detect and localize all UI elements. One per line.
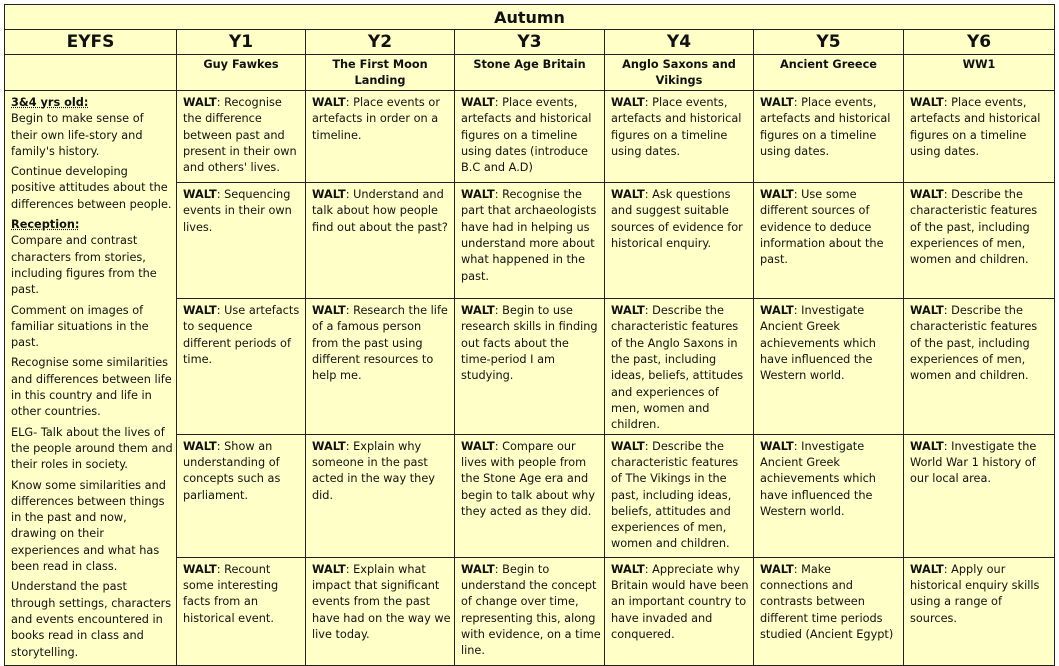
walt-cell xyxy=(904,434,1055,557)
walt-cell xyxy=(177,557,306,665)
title-row xyxy=(5,5,1055,30)
season-title: Autumn xyxy=(5,5,1055,30)
eyfs-objective: Begin to make sense of their own life-story and family's history. xyxy=(11,112,144,158)
walt-label: WALT xyxy=(910,96,944,109)
eyfs-objective: Comment on images of familiar situations in the past. xyxy=(11,303,149,350)
walt-text: : Place events, artefacts and historical figures on a timeline using dates. xyxy=(760,96,891,158)
walt-label: WALT xyxy=(760,188,794,202)
walt-label: WALT xyxy=(312,304,346,318)
walt-label: WALT xyxy=(760,304,794,318)
topic-y1: Guy Fawkes xyxy=(177,55,306,91)
walt-text: : Use some different sources of evidence to deduce information about the past. xyxy=(760,188,884,267)
walt-text: : Describe the characteristic features of The Vikings in the past, including ideas, beliefs, attitudes and experiences of men, women and children. xyxy=(611,439,739,551)
walt-cell xyxy=(306,557,455,665)
walt-text: : Understand and talk about how people find out about the past? xyxy=(312,188,448,234)
walt-cell xyxy=(904,299,1055,434)
walt-cell xyxy=(754,557,904,665)
topic-y6: WW1 xyxy=(904,55,1055,91)
topic-y3: Stone Age Britain xyxy=(455,55,605,91)
year-header-y1: Y1 xyxy=(177,30,306,55)
walt-cell xyxy=(754,434,904,557)
walt-label: WALT xyxy=(312,188,346,202)
walt-label: WALT xyxy=(611,96,645,109)
walt-cell xyxy=(455,557,605,665)
year-header-y4: Y4 xyxy=(605,30,754,55)
eyfs-heading-3-4: 3&4 yrs old: xyxy=(11,96,89,109)
walt-label: WALT xyxy=(183,562,217,576)
walt-text: : Begin to use research skills in finding out facts about the time-period I am studying. xyxy=(461,304,598,383)
walt-label: WALT xyxy=(910,562,944,576)
walt-label: WALT xyxy=(910,439,944,453)
walt-cell xyxy=(455,434,605,557)
topic-eyfs xyxy=(5,55,177,91)
walt-text: : Make connections and contrasts between different time periods studied (Ancient Egypt) xyxy=(760,562,894,641)
walt-cell xyxy=(904,183,1055,299)
walt-cell xyxy=(605,434,754,557)
walt-text: : Recognise the part that archaeologists have had in helping us understand more about what happened in the past. xyxy=(461,188,597,283)
walt-label: WALT xyxy=(611,304,645,318)
walt-label: WALT xyxy=(183,439,217,453)
walt-label: WALT xyxy=(760,562,794,576)
walt-cell xyxy=(177,183,306,299)
walt-text: : Describe the characteristic features of the past, including experiences of men, women and children. xyxy=(910,188,1038,267)
walt-text: : Describe the characteristic features of the past, including experiences of men, women and children. xyxy=(910,304,1038,383)
walt-cell xyxy=(605,557,754,665)
walt-row xyxy=(5,91,1055,183)
walt-cell xyxy=(605,91,754,183)
walt-cell xyxy=(455,299,605,434)
walt-cell xyxy=(754,299,904,434)
walt-text: : Investigate Ancient Greek achievements which have influenced the Western world. xyxy=(760,439,876,518)
walt-text: : Recount some interesting facts from an historical event. xyxy=(183,562,279,625)
walt-text: : Research the life of a famous person from the past using different resources to help me. xyxy=(312,304,448,383)
walt-label: WALT xyxy=(910,304,944,318)
year-header-y3: Y3 xyxy=(455,30,605,55)
walt-text: : Place events or artefacts in order on a timeline. xyxy=(312,96,440,142)
year-header-y2: Y2 xyxy=(306,30,455,55)
eyfs-objective: Understand the past through settings, characters and events encountered in books read in class and storytelling. xyxy=(11,580,172,659)
walt-label: WALT xyxy=(461,96,495,109)
walt-label: WALT xyxy=(910,188,944,202)
walt-cell xyxy=(904,557,1055,665)
year-header-row xyxy=(5,30,1055,55)
walt-cell xyxy=(605,299,754,434)
eyfs-objective: Compare and contrast characters from stories, including figures from the past. xyxy=(11,234,157,297)
walt-label: WALT xyxy=(312,439,346,453)
walt-cell xyxy=(455,183,605,299)
walt-label: WALT xyxy=(611,188,645,202)
eyfs-objective: ELG- Talk about the lives of the people around them and their roles in society. xyxy=(11,425,173,472)
walt-cell xyxy=(306,183,455,299)
walt-cell xyxy=(754,183,904,299)
eyfs-objective: Know some similarities and differences between things in the past and now, drawing on their experiences and what has been read in class. xyxy=(11,478,166,574)
walt-label: WALT xyxy=(461,439,495,453)
year-header-y6: Y6 xyxy=(904,30,1055,55)
walt-text: : Sequencing events in their own lives. xyxy=(183,188,292,234)
walt-cell xyxy=(306,91,455,183)
walt-text: : Place events, artefacts and historical figures on a timeline using dates. xyxy=(611,96,742,158)
walt-cell xyxy=(177,299,306,434)
walt-label: WALT xyxy=(611,439,645,453)
walt-text: : Investigate the World War 1 history of our local area. xyxy=(910,439,1037,486)
year-header-y5: Y5 xyxy=(754,30,904,55)
walt-label: WALT xyxy=(611,562,645,576)
walt-text: : Describe the characteristic features of the Anglo Saxons in the past, including ideas, beliefs, attitudes and experiences of men, women and children. xyxy=(611,304,744,432)
walt-cell xyxy=(177,434,306,557)
walt-text: : Explain what impact that significant events from the past have had on the way we live today. xyxy=(312,562,451,641)
walt-text: : Place events, artefacts and historical figures on a timeline using dates (introduce B.C and A.D) xyxy=(461,96,592,175)
walt-text: : Show an understanding of concepts such as parliament. xyxy=(183,439,281,502)
topic-y5: Ancient Greece xyxy=(754,55,904,91)
eyfs-objective: Recognise some similarities and differences between life in this country and life in other countries. xyxy=(11,356,172,419)
walt-label: WALT xyxy=(183,304,217,318)
walt-cell xyxy=(177,91,306,183)
walt-label: WALT xyxy=(461,188,495,202)
walt-text: : Explain why someone in the past acted in the way they did. xyxy=(312,439,435,502)
walt-text: : Investigate Ancient Greek achievements which have influenced the Western world. xyxy=(760,304,876,383)
walt-label: WALT xyxy=(312,562,346,576)
walt-cell xyxy=(904,91,1055,183)
walt-text: : Place events, artefacts and historical figures on a timeline using dates. xyxy=(910,96,1041,158)
walt-text: : Ask questions and suggest suitable sources of evidence for historical enquiry. xyxy=(611,188,743,250)
walt-label: WALT xyxy=(461,304,495,318)
walt-cell xyxy=(455,91,605,183)
walt-label: WALT xyxy=(183,96,217,109)
walt-label: WALT xyxy=(312,96,346,109)
walt-text: : Apply our historical enquiry skills using a range of sources. xyxy=(910,562,1040,625)
topic-row xyxy=(5,55,1055,91)
topic-y4: Anglo Saxons and Vikings xyxy=(605,55,754,91)
walt-cell xyxy=(306,299,455,434)
walt-label: WALT xyxy=(760,439,794,453)
walt-text: : Begin to understand the concept of change over time, representing this, along with evidence, on a time line. xyxy=(461,562,601,658)
walt-text: : Appreciate why Britain would have been an important country to have invaded and conquered. xyxy=(611,562,749,641)
walt-cell xyxy=(754,91,904,183)
walt-cell xyxy=(605,183,754,299)
walt-cell xyxy=(306,434,455,557)
topic-y2: The First Moon Landing xyxy=(306,55,455,91)
eyfs-heading-reception: Reception: xyxy=(11,218,80,232)
walt-text: : Use artefacts to sequence different periods of time. xyxy=(183,304,300,367)
curriculum-table xyxy=(4,4,1055,666)
walt-label: WALT xyxy=(461,562,495,576)
year-header-eyfs: EYFS xyxy=(5,30,177,55)
eyfs-objective: Continue developing positive attitudes about the differences between people. xyxy=(11,165,172,211)
walt-text: : Recognise the difference between past and present in their own and others' lives. xyxy=(183,96,297,175)
walt-label: WALT xyxy=(183,188,217,202)
eyfs-objectives xyxy=(5,91,177,666)
walt-text: : Compare our lives with people from the Stone Age era and begin to talk about why they acted as they did. xyxy=(461,439,596,518)
walt-label: WALT xyxy=(760,96,794,109)
